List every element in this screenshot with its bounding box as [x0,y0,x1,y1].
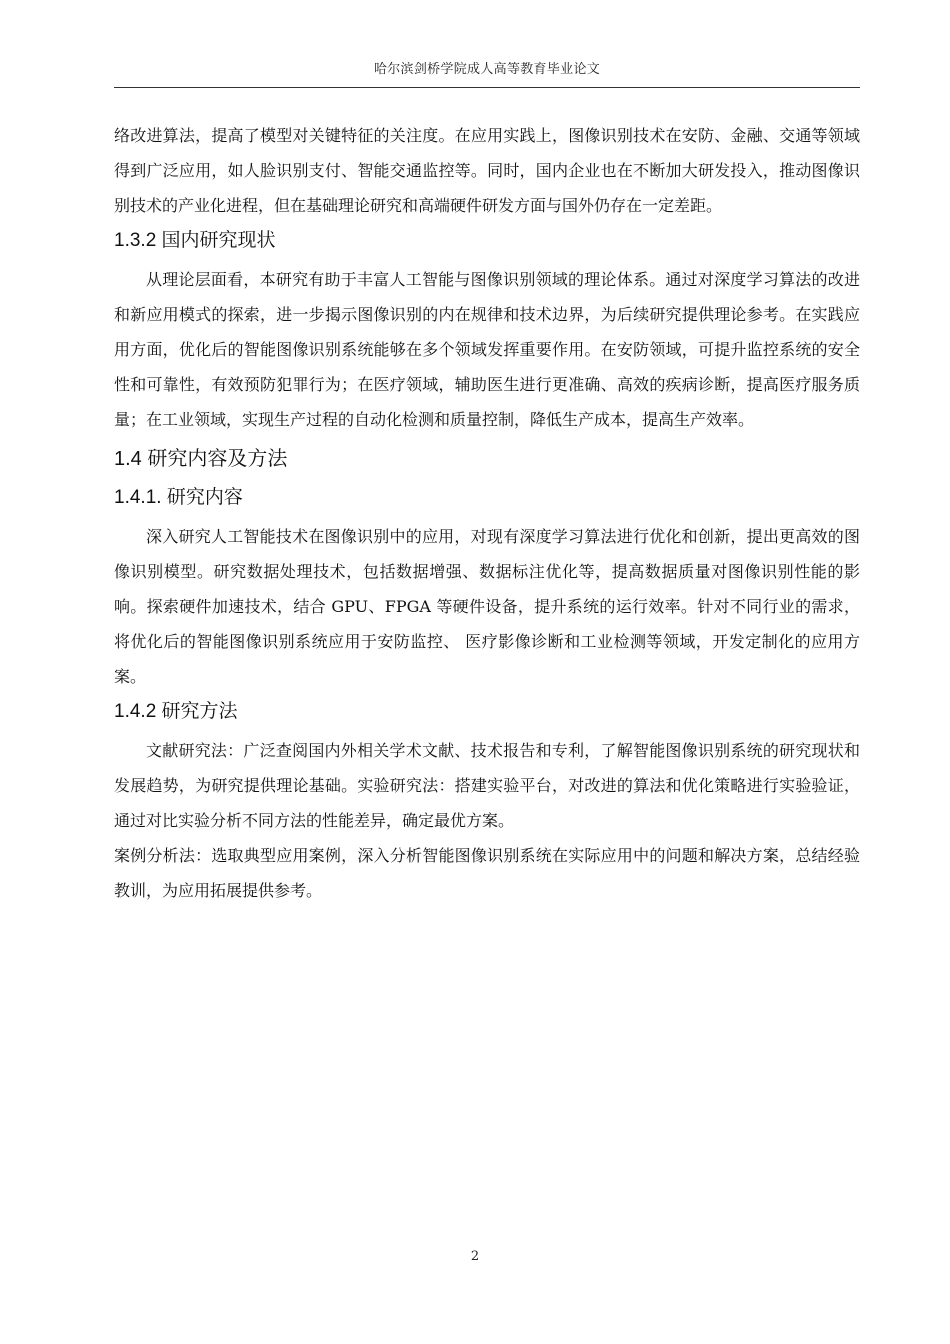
page-number: 2 [470,1249,480,1264]
section-1-4-1-paragraph: 深入研究人工智能技术在图像识别中的应用，对现有深度学习算法进行优化和创新，提出更高效的图像识别模型。研究数据处理技术，包括数据增强、数据标注优化等，提高数据质量对图像识别性能的影响。探索硬件加速技术，结合 GPU、FPGA 等硬件设备，提升系统的运行效率。针对不同行业的需求，将优化后的智能图像识别系统应用于安防监控、 医疗影像诊断和工业检测等领域，开发定制化的应用方案。 [114,527,860,686]
section-1-4-2-paragraph: 文献研究法：广泛查阅国内外相关学术文献、技术报告和专利，了解智能图像识别系统的研究现状和发展趋势，为研究提供理论基础。实验研究法：搭建实验平台，对改进的算法和优化策略进行实验验证，通过对比实验分析不同方法的性能差异，确定最优方案。 [114,741,860,830]
section-1-3-2-heading: 1.3.2 国内研究现状 [114,230,276,251]
section-1-4-1-heading: 1.4.1. 研究内容 [114,487,243,508]
section-1-4-heading: 1.4 研究内容及方法 [114,448,288,470]
section-1-4-2-heading: 1.4.2 研究方法 [114,701,238,722]
section-1-4-2-paragraph-continued: 案例分析法：选取典型应用案例，深入分析智能图像识别系统在实际应用中的问题和解决方案，总结经验教训，为应用拓展提供参考。 [114,846,860,900]
section-1-3-2-paragraph: 从理论层面看，本研究有助于丰富人工智能与图像识别领域的理论体系。通过对深度学习算法的改进和新应用模式的探索，进一步揭示图像识别的内在规律和技术边界，为后续研究提供理论参考。在实践应用方面，优化后的智能图像识别系统能够在多个领域发挥重要作用。在安防领域，可提升监控系统的安全性和可靠性，有效预防犯罪行为；在医疗领域，辅助医生进行更准确、高效的疾病诊断，提高医疗服务质量；在工业领域，实现生产过程的自动化检测和质量控制，降低生产成本，提高生产效率。 [114,270,860,429]
header-rule [114,87,860,88]
document-body [114,118,860,908]
page-header: 哈尔滨剑桥学院成人高等教育毕业论文 [373,62,601,77]
intro-continued-paragraph: 络改进算法，提高了模型对关键特征的关注度。在应用实践上，图像识别技术在安防、金融、交通等领域得到广泛应用，如人脸识别支付、智能交通监控等。同时，国内企业也在不断加大研发投入，推动图像识别技术的产业化进程，但在基础理论研究和高端硬件研发方面与国外仍存在一定差距。 [114,126,860,215]
